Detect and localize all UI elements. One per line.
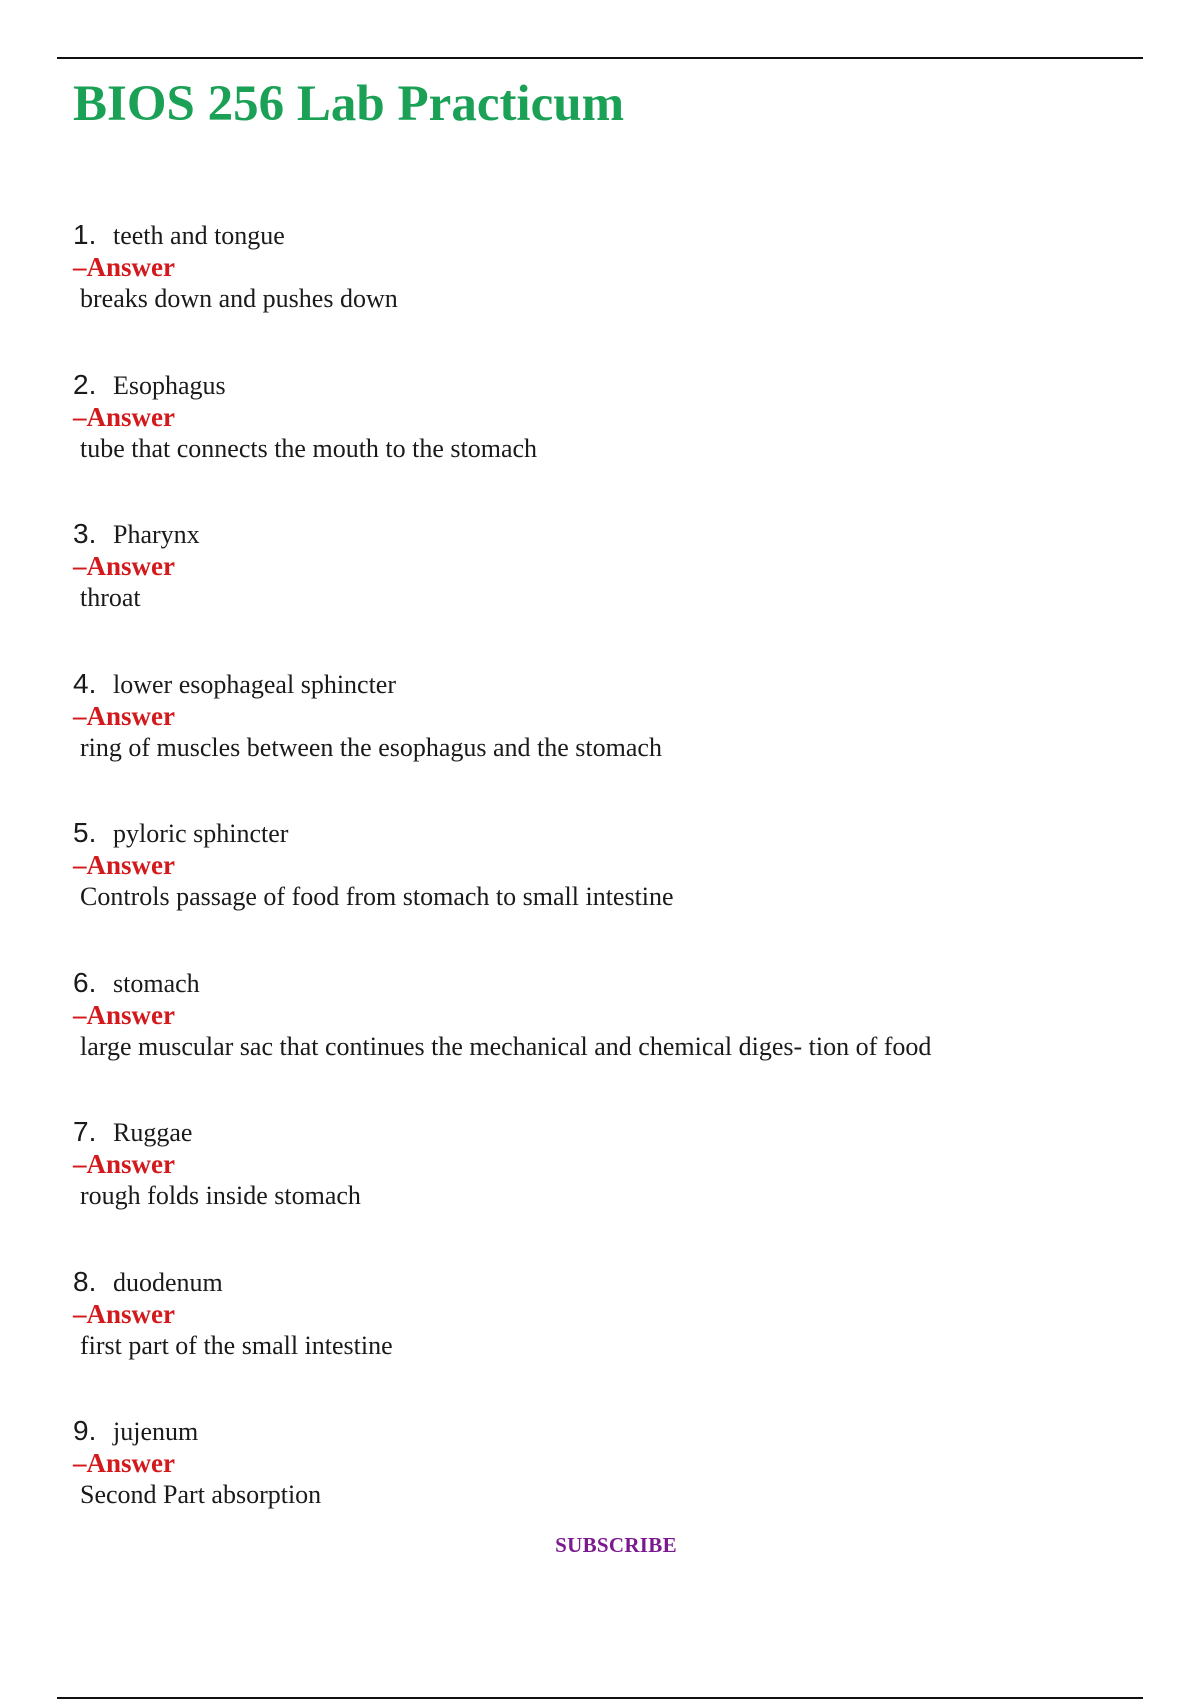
answer-text: tube that connects the mouth to the stomach (80, 433, 538, 463)
question-term: duodenum (113, 1267, 223, 1297)
question-number: 7. (73, 1116, 97, 1147)
bottom-divider (57, 1697, 1143, 1699)
question-line (73, 1265, 1133, 1299)
answer-text: rough folds inside stomach (80, 1181, 361, 1210)
answer-label: –Answer (73, 1149, 175, 1179)
subscribe-link[interactable]: SUBSCRIBE (555, 1533, 677, 1557)
question-list (73, 218, 1133, 1564)
question-item (73, 368, 1133, 518)
question-term: teeth and tongue (113, 221, 285, 250)
answer-label: –Answer (73, 252, 175, 282)
question-number: 3. (73, 518, 97, 549)
answer-text: large muscular sac that continues the mechanical and chemical diges- tion of food (80, 1031, 932, 1061)
question-term: jujenum (113, 1417, 199, 1446)
answer-label: –Answer (73, 850, 175, 880)
question-number: 4. (73, 667, 97, 699)
question-item (73, 517, 1133, 667)
question-item (73, 966, 1133, 1116)
question-item (73, 218, 1133, 368)
page-title: BIOS 256 Lab Practicum (73, 76, 625, 132)
question-term: Pharynx (113, 520, 200, 549)
question-line (73, 1414, 1133, 1448)
question-item (73, 1265, 1133, 1415)
question-line (73, 667, 1133, 701)
answer-label: –Answer (73, 1298, 175, 1329)
question-line (73, 218, 1133, 252)
question-term: Ruggae (113, 1118, 193, 1147)
answer-text: Second Part absorption (80, 1480, 322, 1509)
answer-text: Controls passage of food from stomach to small intestine (80, 882, 674, 911)
question-number: 9. (73, 1415, 97, 1446)
question-line (73, 1115, 1133, 1149)
top-divider (57, 57, 1143, 59)
question-number: 5. (73, 817, 97, 848)
question-term: lower esophageal sphincter (113, 669, 397, 699)
question-number: 8. (73, 1265, 97, 1297)
question-number: 6. (73, 966, 97, 998)
answer-label: –Answer (73, 999, 175, 1030)
answer-label: –Answer (73, 551, 175, 581)
question-item (73, 1115, 1133, 1265)
answer-text: ring of muscles between the esophagus and the stomach (80, 732, 662, 762)
question-line (73, 966, 1133, 1000)
question-term: Esophagus (113, 370, 226, 400)
answer-text: breaks down and pushes down (80, 284, 398, 313)
question-item (73, 816, 1133, 966)
answer-label: –Answer (73, 700, 175, 731)
question-term: pyloric sphincter (113, 819, 289, 848)
question-line (73, 517, 1133, 551)
answer-label: –Answer (73, 401, 175, 432)
question-item (73, 667, 1133, 817)
question-line (73, 816, 1133, 850)
answer-text: throat (80, 583, 141, 612)
answer-text: first part of the small intestine (80, 1330, 393, 1360)
answer-label: –Answer (73, 1448, 175, 1478)
question-number: 2. (73, 368, 97, 400)
question-number: 1. (73, 219, 97, 250)
question-line (73, 368, 1133, 402)
question-term: stomach (113, 968, 200, 998)
